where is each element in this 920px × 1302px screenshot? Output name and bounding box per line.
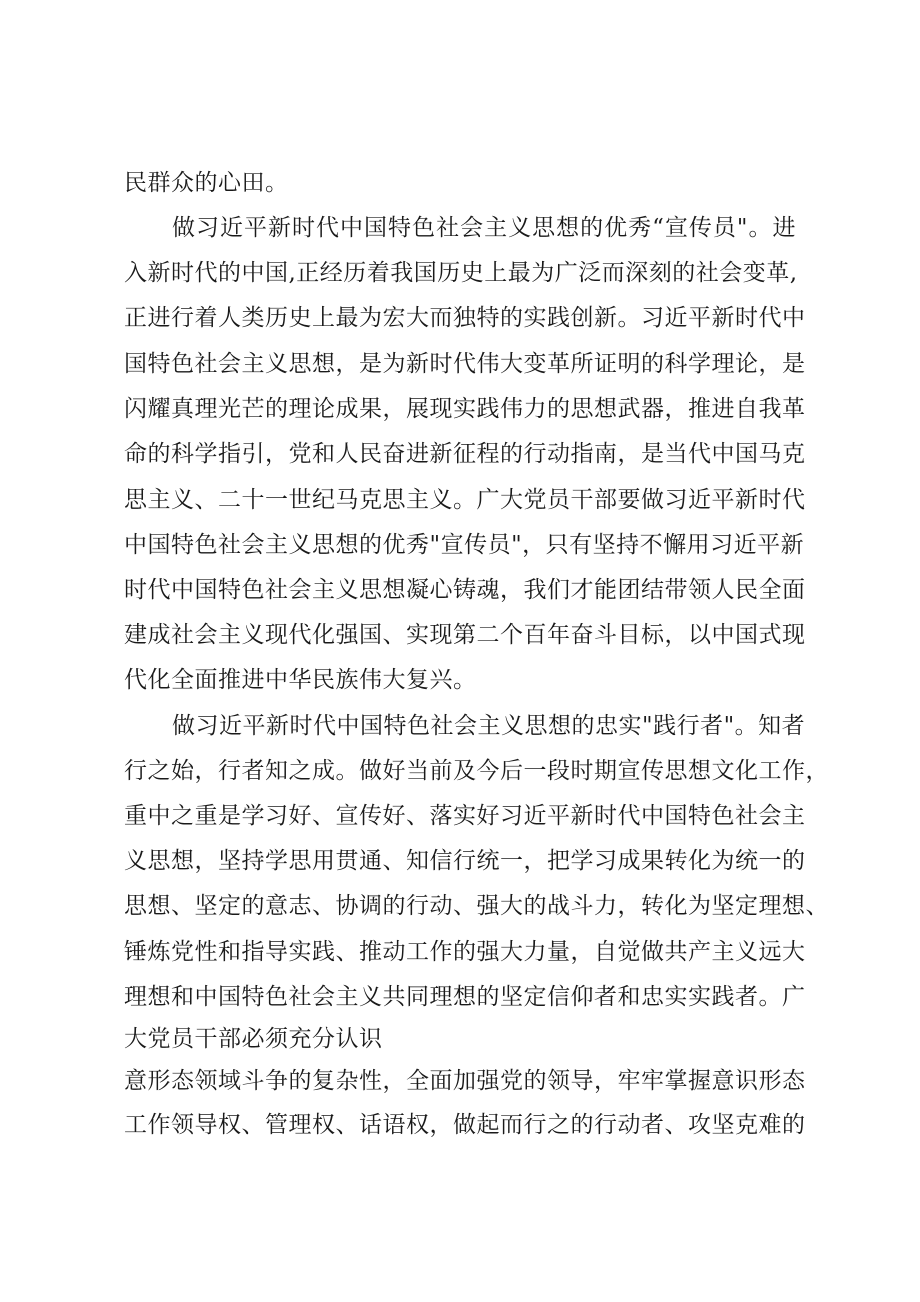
text-line: 入新时代的中国,正经历着我国历史上最为广泛而深刻的社会变革, [124, 260, 798, 286]
paragraph-first-line: 做习近平新时代中国特色社会主义思想的优秀“宣传员"。进 [172, 215, 796, 241]
text-line: 民群众的心田。 [124, 170, 289, 196]
text-line: 代化全面推进中华民族伟大复兴。 [124, 667, 477, 693]
text-line: 中国特色社会主义思想的优秀"宣传员"，只有坚持不懈用习近平新 [124, 532, 805, 558]
text-line: 锤炼党性和指导实践、推动工作的强大力量，自觉做共产主义远大 [124, 939, 806, 965]
text-line: 正进行着人类历史上最为宏大而独特的实践创新。习近平新时代中 [124, 305, 806, 331]
text-line: 闪耀真理光芒的理论成果，展现实践伟力的思想武器，推进自我革 [124, 396, 806, 422]
text-line: 思主义、二十一世纪马克思主义。广大党员干部要做习近平新时代 [124, 487, 806, 513]
text-line: 建成社会主义现代化强国、实现第二个百年奋斗目标，以中国式现 [124, 622, 806, 648]
text-line: 工作领导权、管理权、话语权，做起而行之的行动者、攻坚克难的 [124, 1112, 806, 1138]
text-line: 国特色社会主义思想，是为新时代伟大变革所证明的科学理论，是 [124, 351, 806, 377]
paragraph-first-line: 做习近平新时代中国特色社会主义思想的忠实"践行者"。知者 [172, 713, 806, 739]
text-line: 思想、坚定的意志、协调的行动、强大的战斗力，转化为坚定理想、 [124, 893, 829, 919]
text-line: 大党员干部必须充分认识 [124, 1026, 383, 1052]
text-line: 义思想，坚持学思用贯通、知信行统一，把学习成果转化为统一的 [124, 848, 806, 874]
text-line: 理想和中国特色社会主义共同理想的坚定信仰者和忠实实践者。广 [124, 984, 806, 1010]
text-line: 重中之重是学习好、宣传好、落实好习近平新时代中国特色社会主 [124, 803, 806, 829]
text-line: 行之始，行者知之成。做好当前及今后一段时期宣传思想文化工作， [124, 758, 829, 784]
text-line: 时代中国特色社会主义思想凝心铸魂，我们才能团结带领人民全面 [124, 577, 806, 603]
text-line: 意形态领域斗争的复杂性，全面加强党的领导，牢牢掌握意识形态 [124, 1068, 806, 1094]
text-line: 命的科学指引，党和人民奋进新征程的行动指南，是当代中国马克 [124, 441, 806, 467]
